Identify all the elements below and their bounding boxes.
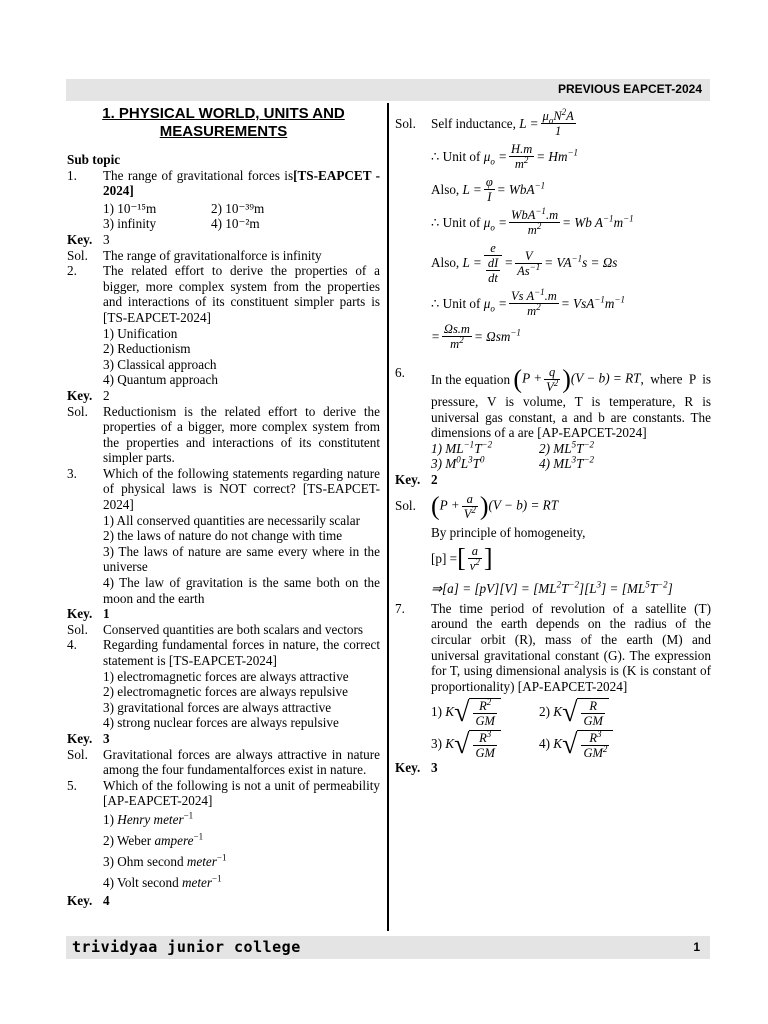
key-label: Key.: [67, 231, 93, 247]
right-column: [395, 103, 711, 776]
answer-key: 1: [103, 606, 110, 622]
question-text: , where P is pressure, V is volume, T is temperature, R is universal gas constant, a and b are constants. The dimensions of a are [AP-EAPCET-2024]: [431, 371, 711, 441]
footer-bar: [66, 936, 710, 959]
sol5-line7: = $\frac{\Omega s.m}{m^2}$ = Ωsm$^{-1}$: [431, 322, 521, 351]
option-1: 1) Henry meter$^{-1}$: [103, 810, 194, 827]
sol6-eq: Sol. (P + $\frac{a}{V^2}$ )(V − b) = RT: [395, 491, 559, 521]
sol5-line4: ∴ Unit of $\mu_o$ = $\frac{WbA^{-1}.m}{m^2}$ = Wb $A^{-1}m^{-1}$: [431, 205, 634, 237]
question-5: [67, 778, 380, 809]
sol-label: Sol.: [395, 498, 416, 514]
answer-key: 4: [103, 892, 110, 908]
question-7: [395, 601, 711, 695]
option-1: 1) electromagnetic forces are always attractive: [103, 668, 349, 684]
key-label: Key.: [395, 471, 421, 487]
key-label: Key.: [67, 730, 93, 746]
question-number: 2.: [67, 263, 77, 279]
option-2: 2) electromagnetic forces are always repulsive: [103, 684, 348, 700]
sol5-line2: ∴ Unit of $\mu_o$ = $\frac{H.m}{m^2}$ = $Hm^{-1}$: [431, 142, 579, 171]
question-text: Which of the following statements regarding nature of physical laws is NOT correct? [TS-EAPCET-2024]: [103, 465, 380, 513]
option-1: 1) 10⁻¹⁵m: [103, 200, 157, 216]
chapter-title: 1. PHYSICAL WORLD, UNITS AND MEASUREMENTS: [102, 105, 345, 140]
option-4: 4) Quantum approach: [103, 372, 218, 388]
question-text: The range of gravitational forces is: [103, 167, 294, 183]
sol5-line1: Sol. Self inductance, L = $\frac{\mu_oN^2A}{1}$: [395, 106, 574, 138]
answer-key: 2: [103, 387, 110, 403]
option-3: 3) Classical approach: [103, 356, 217, 372]
answer-key: 3: [103, 231, 110, 247]
sol-label: Sol.: [67, 746, 88, 762]
sol-label: Sol.: [67, 247, 88, 263]
solution-text: Conserved quantities are both scalars and vectors: [103, 621, 364, 637]
fraction: $\frac{\mu_oN^2A}{1}$: [542, 106, 574, 138]
exam-tag: [TS-EAPCET - 2024]: [103, 167, 380, 199]
question-text: The related effort to derive the properties of a bigger, more complex system from the properties and interactions of its constituent simpler parts is [TS-EAPCET-2024]: [103, 263, 380, 325]
question-text: Which of the following is not a unit of permeability [AP-EAPCET-2024]: [103, 777, 380, 809]
college-brand: trividyaa junior college: [72, 938, 301, 956]
question-3: [67, 466, 380, 513]
answer-key: 2: [431, 471, 438, 487]
option-3: 3) Ohm second meter$^{-1}$: [103, 852, 227, 869]
option-2: 2) the laws of nature do not change with time: [103, 528, 343, 544]
key-label: Key.: [395, 760, 421, 776]
question-number: 7.: [395, 600, 405, 616]
sol-label: Sol.: [395, 115, 416, 131]
q6-options: 1) $ML^{-1}T^{-2}$ 2) $ML^5T^{-2}$ 3) $M^0L^3T^0$ 4) $ML^3T^{-2}$: [431, 439, 595, 472]
option-4: 4) 10⁻²m: [211, 216, 260, 232]
option-3: 3) gravitational forces are always attractive: [103, 699, 332, 715]
question-text: The time period of revolution of a satellite (T) around the earth depends on the radius of the circular orbit (R), mass of the earth (M) and universal gravitational constant (G). The expression for T, using dimensional analysis is (K is constant of proportionality) [AP-EAPCET-2024]: [431, 600, 711, 694]
answer-key: 3: [103, 730, 110, 746]
answer-key: 3: [431, 760, 438, 776]
solution-text: The range of gravitationalforce is infinity: [103, 247, 322, 263]
option-2: 2) 10⁻³⁹m: [211, 200, 265, 216]
subtopic-heading: Sub topic: [67, 152, 121, 167]
question-1: [67, 168, 380, 199]
question-number: 5.: [67, 777, 77, 793]
option-1: 1) Unification: [103, 325, 178, 341]
homogeneity-text: By principle of homogeneity,: [431, 524, 586, 540]
option-4: 4) strong nuclear forces are always repulsive: [103, 715, 339, 731]
key-label: Key.: [67, 892, 93, 908]
left-column: [67, 103, 380, 909]
question-4: [67, 637, 380, 668]
option-4: 4) Volt second meter$^{-1}$: [103, 873, 222, 890]
sol5-line6: ∴ Unit of $\mu_o$ = $\frac{Vs A^{-1}.m}{m^2}$ = $VsA^{-1}m^{-1}$: [431, 286, 625, 318]
solution-text: Reductionism is the related effort to derive the properties of a bigger, more complex system from the properties and interactions of its constitutent simpler parts.: [103, 403, 380, 466]
option-2: 2) Weber ampere$^{-1}$: [103, 831, 204, 848]
question-number: 1.: [67, 167, 77, 183]
q7-options: 1) K √ $\frac{R^2}{GM}$ 2) K √ $\frac{R}{GM}$ 3) K √ $\frac{R^3}{GM}$ 4) K √ $\frac{R^3}{GM^2}$: [395, 698, 711, 760]
sol5-line5: Also, L = $\frac{e}{\frac{dI}{dt}}$ = $\frac{V}{As^{-1}}$ = $VA^{-1}s = \Omega s$: [431, 241, 618, 285]
sol5-line3: Also, L = $\frac{\varphi}{I}$ = WbA$^{-1}$: [431, 175, 546, 204]
page-number: 1: [693, 940, 700, 954]
sol6-p: [p] = [ $\frac{a}{v^2}$ ]: [431, 543, 493, 574]
sol6-result: ⇒[a] = $[pV][V] = [ML^2T^{-2}][L^3] = [ML^5T^{-2}]$: [431, 579, 673, 597]
option-3: 3) infinity: [103, 216, 157, 232]
key-label: Key.: [67, 387, 93, 403]
option-1: 1) All conserved quantities are necessarily scalar: [103, 512, 361, 528]
header-bar: [66, 79, 710, 101]
option-4: 4) The law of gravitation is the same both on the moon and the earth: [103, 575, 380, 606]
question-6: 6. In the equation (P + $\frac{q}{V^2}$ )(V − b) = RT , where P is pressure, V is volume, T is temperature, R is universal gas constant, a and b are constants. The dimensions of a are [AP-EAPCET-2024]: [395, 364, 711, 441]
key-label: Key.: [67, 606, 93, 622]
option-2: 2) Reductionism: [103, 341, 191, 357]
question-2: [67, 263, 380, 325]
option-3: 3) The laws of nature are same every where in the universe: [103, 543, 380, 575]
column-divider: [387, 103, 389, 931]
solution-text: Gravitational forces are always attractive in nature among the four fundamentalforces exist in nature.: [103, 746, 380, 778]
sol-label: Sol.: [67, 403, 88, 419]
sol-label: Sol.: [67, 621, 88, 637]
question-number: 4.: [67, 637, 77, 653]
header-label: PREVIOUS EAPCET-2024: [557, 82, 702, 96]
question-number: 3.: [67, 465, 77, 481]
question-number: 6.: [395, 365, 405, 380]
question-text: Regarding fundamental forces in nature, the correct statement is [TS-EAPCET-2024]: [103, 637, 380, 668]
